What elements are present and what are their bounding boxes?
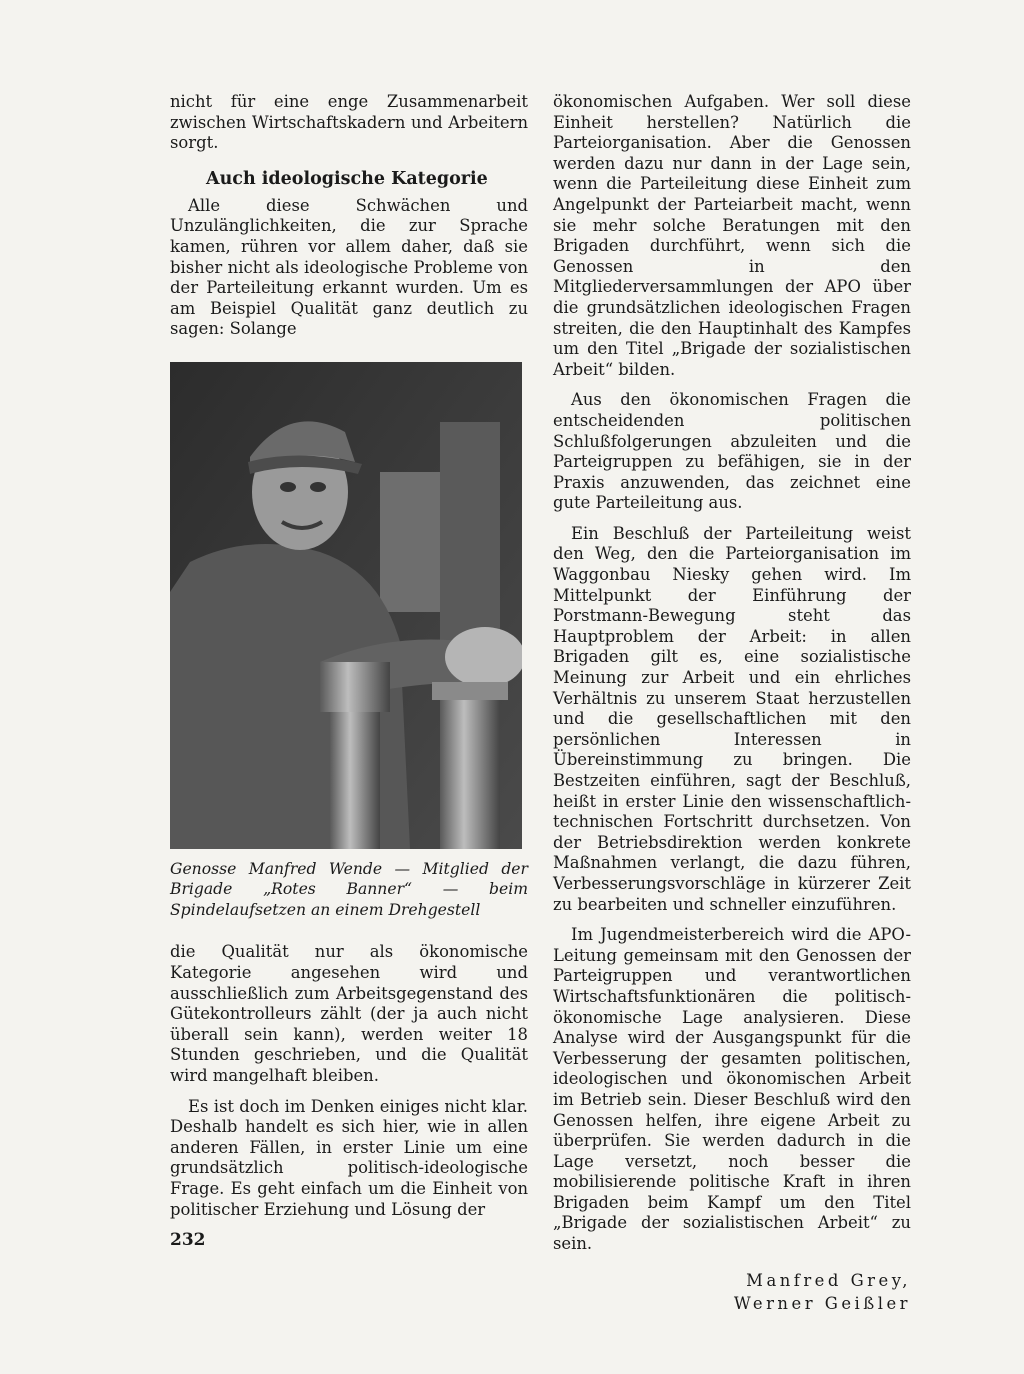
author-name: Manfred Grey, [746, 1270, 911, 1290]
right-column [553, 92, 911, 1315]
paragraph: die Qualität nur als ökonomische Kategorie angesehen wird und ausschließlich zum Arbeitsgegenstand des Gütekontrolleurs zählt (der ja auch nicht überall sein kann), werden weiter 18 Stunden geschrieben, und die Qualität wird mangelhaft bleiben. [170, 942, 528, 1085]
paragraph: nicht für eine enge Zusammenarbeit zwischen Wirtschaftskadern und Arbeitern sorgt. [170, 92, 528, 153]
left-column [170, 92, 528, 1220]
page-number: 232 [170, 1230, 206, 1250]
paragraph: Alle diese Schwächen und Unzulänglichkeiten, die zur Sprache kamen, rühren vor allem daher, daß sie bisher nicht als ideologische Probleme von der Parteileitung erkannt wurden. Um es am Beispiel Qualität ganz deutlich zu sagen: Solange [170, 195, 528, 339]
photo-caption: Genosse Manfred Wende — Mitglied der Brigade „Rotes Banner“ — beim Spindelaufsetzen an einem Drehgestell [170, 859, 528, 919]
paragraph: Aus den ökonomischen Fragen die entscheidenden politischen Schlußfolgerungen abzuleiten und die Parteigruppen zu befähigen, sie in der Praxis anzuwenden, das zeichnet eine gute Parteileitung aus. [553, 390, 911, 513]
paragraph: Es ist doch im Denken einiges nicht klar. Deshalb handelt es sich hier, wie in allen anderen Fällen, in erster Linie um eine grundsätzlich politisch-ideologische Frage. Es geht einfach um die Einheit von politischer Erziehung und Lösung der [170, 1096, 528, 1219]
paragraph: ökonomischen Aufgaben. Wer soll diese Einheit herstellen? Natürlich die Parteiorganisation. Aber die Genossen werden dazu nur dann in der Lage sein, wenn die Parteileitung diese Einheit zum Angelpunkt der Parteiarbeit macht, wenn sie mehr solche Beratungen mit den Brigaden durchführt, wenn sich die Genossen in den Mitgliederversammlungen der APO über die grundsätzlichen ideologischen Fragen streiten, die den Hauptinhalt des Kampfes um den Titel „Brigade der sozialistischen Arbeit“ bilden. [553, 92, 911, 379]
paragraph: Ein Beschluß der Parteileitung weist den Weg, den die Parteiorganisation im Waggonbau Niesky gehen wird. Im Mittelpunkt der Einführung der Porstmann-Bewegung steht das Hauptproblem der Arbeit: in allen Brigaden gilt es, eine sozialistische Meinung zur Arbeit und ein ehrliches Verhältnis zu unserem Staat herzustellen und die gesellschaftlichen mit den persönlichen Interessen in Übereinstimmung zu bringen. Die Bestzeiten einführen, sagt der Beschluß, heißt in erster Linie den wissenschaftlich-technischen Fortschritt durchsetzen. Von der Betriebsdirektion werden konkrete Maßnahmen verlangt, die dazu führen, Verbesserungsvorschläge in kürzerer Zeit zu bearbeiten und schneller einzuführen. [553, 523, 911, 914]
author-name: Werner Geißler [733, 1293, 911, 1313]
paragraph: Im Jugendmeisterbereich wird die APO-Leitung gemeinsam mit den Genossen der Parteigruppen und verantwortlichen Wirtschaftsfunktionären die politisch-ökonomische Lage analysieren. Diese Analyse wird der Ausgangspunkt für die Verbesserung der gesamten politischen, ideologischen und ökonomischen Arbeit im Betrieb sein. Dieser Beschluß wird den Genossen helfen, ihre eigene Arbeit zu überprüfen. Sie werden dadurch in die Lage versetzt, noch besser die mobilisierende politische Kraft in ihren Brigaden beim Kampf um den Titel „Brigade der sozialistischen Arbeit“ zu sein. [553, 925, 911, 1254]
photo-worker-at-lathe [170, 362, 522, 849]
author-signature [553, 1269, 911, 1315]
section-heading: Auch ideologische Kategorie [206, 168, 488, 189]
